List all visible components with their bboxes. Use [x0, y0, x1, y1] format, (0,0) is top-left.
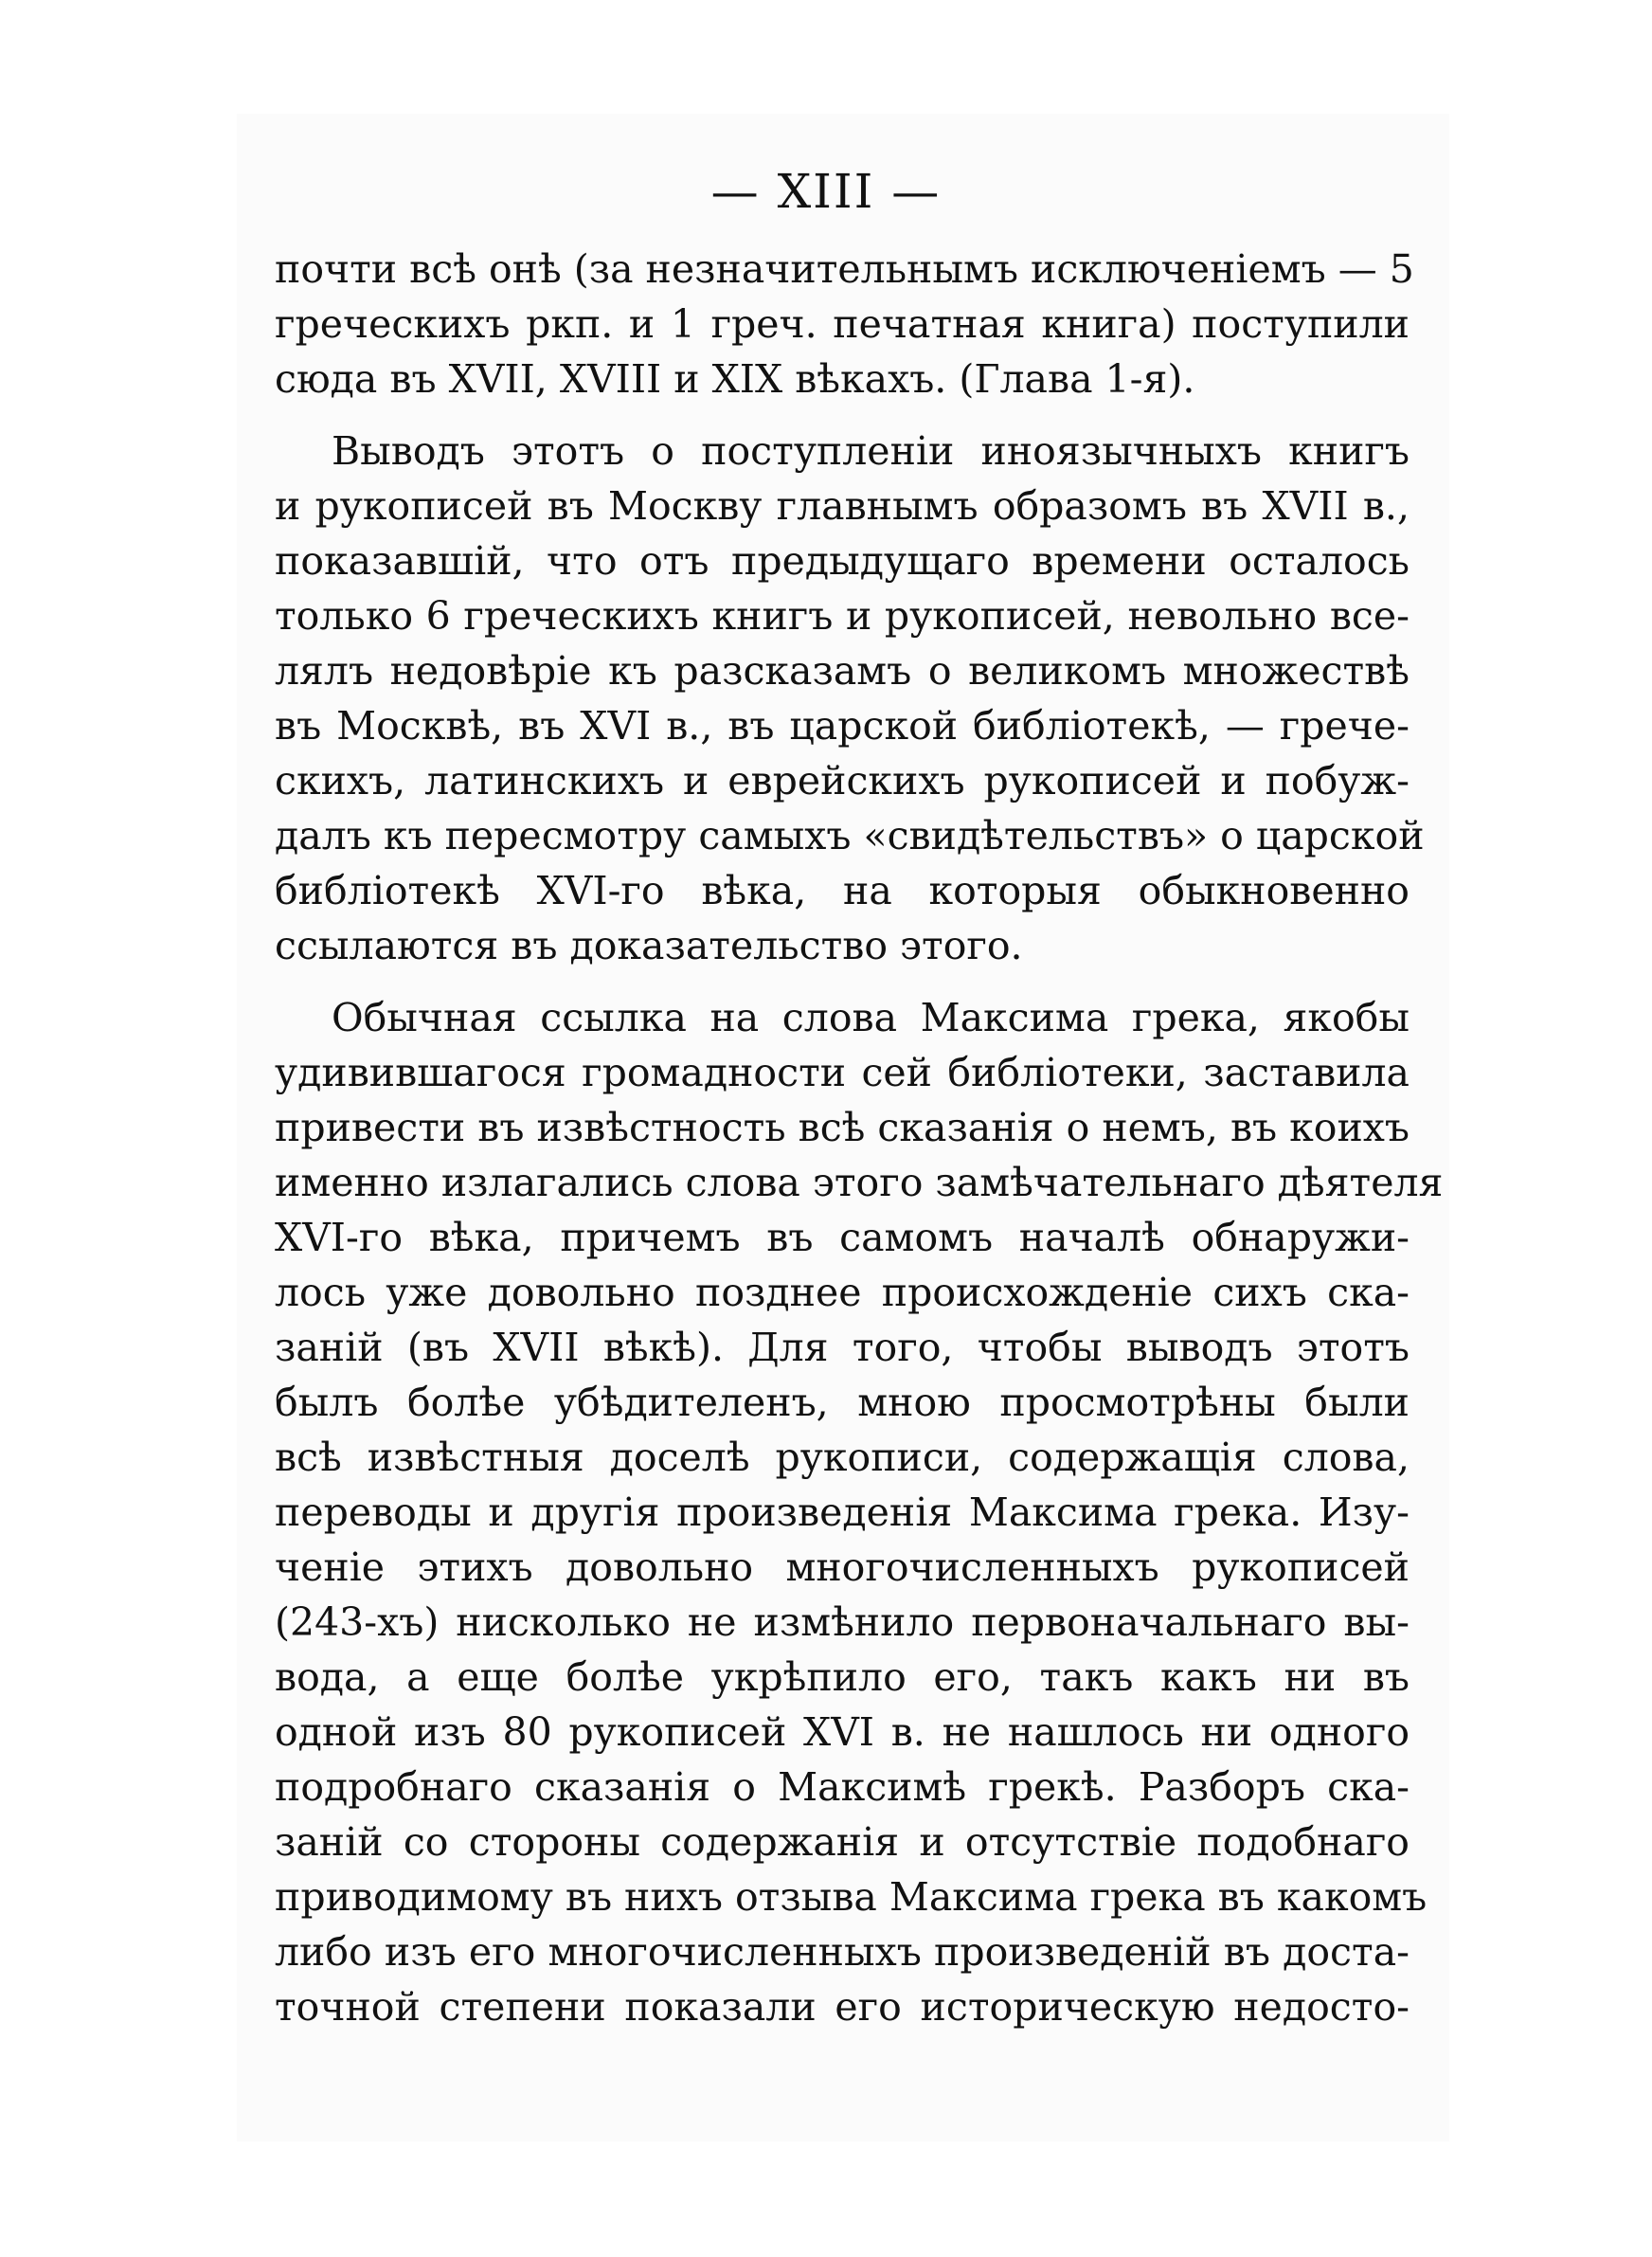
page-number: — XIII —	[710, 164, 942, 219]
text-line: (243-хъ) нисколько не измѣнило первоначальнаго вы-	[275, 1599, 1410, 1645]
text-line: сюда въ XVII, XVIII и XIX вѣкахъ. (Глава 1-я).	[275, 356, 1195, 402]
text-line: заній со стороны содержанія и отсутствіе подобнаго	[275, 1819, 1410, 1865]
body-text	[275, 242, 1444, 2034]
text-line: привести въ извѣстность всѣ сказанія о немъ, въ коихъ	[275, 1105, 1410, 1150]
text-line: Выводъ этотъ о поступленіи иноязычныхъ книгъ	[332, 428, 1410, 474]
text-line: показавшій, что отъ предыдущаго времени осталось	[275, 538, 1410, 584]
text-line: былъ болѣе убѣдителенъ, мною просмотрѣны были	[275, 1380, 1410, 1425]
text-line: либо изъ его многочисленныхъ произведеній въ доста-	[275, 1929, 1410, 1975]
text-line: далъ къ пересмотру самыхъ «свидѣтельствъ» о царской	[275, 813, 1425, 858]
text-line: лялъ недовѣріе къ разсказамъ о великомъ множествѣ	[275, 648, 1410, 694]
text-line: ченіе этихъ довольно многочисленныхъ рукописей	[275, 1544, 1410, 1590]
paragraph	[275, 424, 1425, 973]
text-line: ссылаются въ доказательство этого.	[275, 923, 1023, 968]
text-line: библіотекѣ XVI-го вѣка, на которыя обыкновенно	[275, 868, 1410, 913]
text-line: греческихъ ркп. и 1 греч. печатная книга) поступили	[275, 301, 1410, 347]
text-line: подробнаго сказанія о Максимѣ грекѣ. Разборъ ска-	[275, 1764, 1410, 1810]
text-line: лось уже довольно позднее происхожденіе сихъ ска-	[275, 1270, 1410, 1315]
text-line: вода, а еще болѣе укрѣпило его, такъ какъ ни въ	[275, 1654, 1410, 1700]
text-line: переводы и другія произведенія Максима грека. Изу-	[275, 1490, 1410, 1535]
text-line: XVI-го вѣка, причемъ въ самомъ началѣ обнаружи-	[275, 1215, 1410, 1260]
text-line: только 6 греческихъ книгъ и рукописей, невольно все-	[275, 593, 1410, 639]
paragraph	[275, 242, 1414, 406]
text-line: заній (въ XVII вѣкѣ). Для того, чтобы выводъ этотъ	[275, 1325, 1410, 1370]
text-line: и рукописей въ Москву главнымъ образомъ въ XVII в.,	[275, 483, 1410, 529]
text-line: въ Москвѣ, въ XVI в., въ царской библіотекѣ, — грече-	[275, 703, 1410, 749]
text-line: именно излагались слова этого замѣчательнаго дѣятеля	[275, 1160, 1444, 1205]
text-line: приводимому въ нихъ отзыва Максима грека въ какомъ	[275, 1874, 1428, 1920]
text-line: удивившагося громадности сей библіотеки, заставила	[275, 1050, 1410, 1095]
text-line: точной степени показали его историческую недосто-	[275, 1984, 1410, 2030]
text-line: почти всѣ онѣ (за незначительнымъ исключеніемъ — 5	[275, 246, 1414, 292]
text-line: Обычная ссылка на слова Максима грека, якобы	[332, 995, 1410, 1040]
paragraph	[275, 990, 1444, 2034]
text-line: одной изъ 80 рукописей XVI в. не нашлось ни одного	[275, 1709, 1410, 1755]
text-line: скихъ, латинскихъ и еврейскихъ рукописей и побуж-	[275, 758, 1410, 803]
text-line: всѣ извѣстныя доселѣ рукописи, содержащія слова,	[275, 1435, 1410, 1480]
